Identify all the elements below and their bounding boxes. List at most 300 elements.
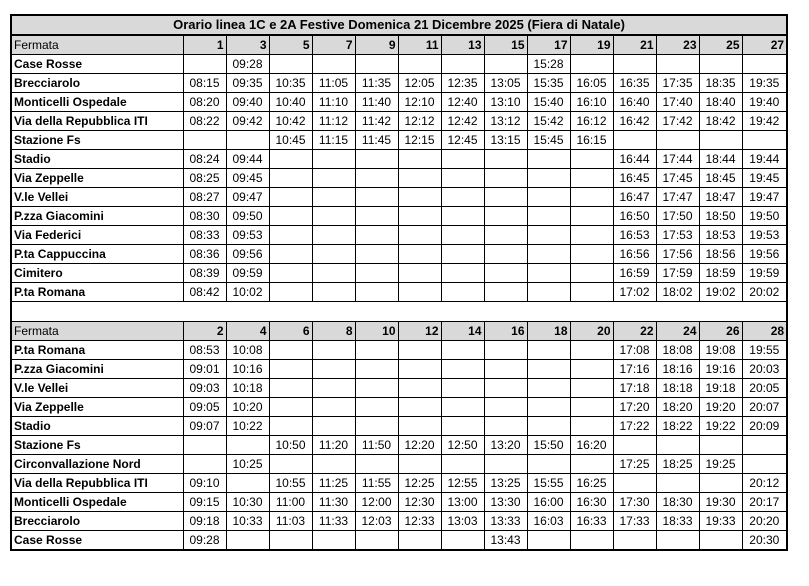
stop-row (11, 150, 787, 169)
departure-time (269, 207, 312, 226)
stop-name: Case Rosse (11, 531, 183, 551)
departure-time: 08:53 (183, 341, 226, 360)
stop-name: P.zza Giacomini (11, 360, 183, 379)
stop-row (11, 341, 787, 360)
departure-time (484, 398, 527, 417)
run-number: 11 (398, 35, 441, 55)
stop-name: Via della Repubblica ITI (11, 474, 183, 493)
stop-row (11, 398, 787, 417)
departure-time (484, 283, 527, 302)
departure-time (398, 360, 441, 379)
departure-time: 10:16 (226, 360, 269, 379)
stop-row (11, 531, 787, 551)
departure-time (441, 264, 484, 283)
departure-time (527, 150, 570, 169)
departure-time: 18:18 (656, 379, 699, 398)
departure-time (570, 360, 613, 379)
departure-time: 17:25 (613, 455, 656, 474)
departure-time (398, 207, 441, 226)
departure-time (355, 341, 398, 360)
departure-time (441, 169, 484, 188)
stop-row (11, 360, 787, 379)
departure-time: 13:03 (441, 512, 484, 531)
departure-time (269, 264, 312, 283)
departure-time: 18:40 (699, 93, 742, 112)
departure-time (355, 379, 398, 398)
departure-time: 17:50 (656, 207, 699, 226)
stop-row (11, 55, 787, 74)
departure-time: 12:55 (441, 474, 484, 493)
departure-time (398, 398, 441, 417)
departure-time: 17:30 (613, 493, 656, 512)
departure-time: 16:59 (613, 264, 656, 283)
departure-time: 08:39 (183, 264, 226, 283)
title-row (11, 15, 787, 35)
departure-time: 19:02 (699, 283, 742, 302)
departure-time (441, 150, 484, 169)
departure-time (441, 379, 484, 398)
departure-time: 12:35 (441, 74, 484, 93)
departure-time: 17:59 (656, 264, 699, 283)
departure-time: 16:35 (613, 74, 656, 93)
stop-row (11, 74, 787, 93)
stop-name: Stazione Fs (11, 131, 183, 150)
departure-time (398, 379, 441, 398)
departure-time (398, 531, 441, 551)
stop-name: Stazione Fs (11, 436, 183, 455)
departure-time: 19:20 (699, 398, 742, 417)
stop-row (11, 207, 787, 226)
run-number: 8 (312, 322, 355, 341)
departure-time: 18:45 (699, 169, 742, 188)
departure-time: 09:03 (183, 379, 226, 398)
departure-time (355, 360, 398, 379)
header-row (11, 322, 787, 341)
departure-time (570, 226, 613, 245)
departure-time: 09:59 (226, 264, 269, 283)
stop-name: Cimitero (11, 264, 183, 283)
stop-name: V.le Vellei (11, 188, 183, 207)
departure-time: 19:42 (742, 112, 787, 131)
departure-time (484, 341, 527, 360)
departure-time: 09:45 (226, 169, 269, 188)
departure-time (699, 436, 742, 455)
departure-time: 09:50 (226, 207, 269, 226)
departure-time: 20:07 (742, 398, 787, 417)
departure-time (269, 245, 312, 264)
departure-time: 20:20 (742, 512, 787, 531)
stop-name: Brecciarolo (11, 74, 183, 93)
departure-time (312, 417, 355, 436)
departure-time (527, 188, 570, 207)
departure-time: 17:45 (656, 169, 699, 188)
departure-time (269, 455, 312, 474)
departure-time: 10:22 (226, 417, 269, 436)
departure-time: 13:05 (484, 74, 527, 93)
departure-time: 20:17 (742, 493, 787, 512)
departure-time: 11:30 (312, 493, 355, 512)
departure-time (527, 455, 570, 474)
departure-time: 19:22 (699, 417, 742, 436)
departure-time: 12:50 (441, 436, 484, 455)
departure-time: 16:47 (613, 188, 656, 207)
departure-time (312, 245, 355, 264)
departure-time: 17:40 (656, 93, 699, 112)
stop-name: Monticelli Ospedale (11, 93, 183, 112)
departure-time: 13:43 (484, 531, 527, 551)
departure-time (613, 531, 656, 551)
departure-time (570, 283, 613, 302)
departure-time (183, 131, 226, 150)
departure-time (484, 188, 527, 207)
departure-time (355, 264, 398, 283)
stop-name: Brecciarolo (11, 512, 183, 531)
departure-time: 08:20 (183, 93, 226, 112)
departure-time (742, 131, 787, 150)
departure-time: 09:28 (226, 55, 269, 74)
departure-time (484, 207, 527, 226)
departure-time: 08:33 (183, 226, 226, 245)
stop-row (11, 188, 787, 207)
stop-row (11, 264, 787, 283)
departure-time (269, 55, 312, 74)
departure-time (570, 398, 613, 417)
departure-time: 12:20 (398, 436, 441, 455)
departure-time (656, 531, 699, 551)
departure-time (484, 55, 527, 74)
departure-time: 09:56 (226, 245, 269, 264)
departure-time: 10:42 (269, 112, 312, 131)
departure-time: 19:53 (742, 226, 787, 245)
departure-time: 12:33 (398, 512, 441, 531)
departure-time (226, 474, 269, 493)
run-number: 17 (527, 35, 570, 55)
departure-time (699, 531, 742, 551)
departure-time: 13:33 (484, 512, 527, 531)
stop-name: P.ta Cappuccina (11, 245, 183, 264)
departure-time (355, 150, 398, 169)
departure-time (312, 341, 355, 360)
run-number: 26 (699, 322, 742, 341)
stop-row (11, 93, 787, 112)
departure-time: 15:45 (527, 131, 570, 150)
departure-time: 10:02 (226, 283, 269, 302)
stop-row (11, 131, 787, 150)
departure-time: 09:05 (183, 398, 226, 417)
stop-name: Case Rosse (11, 55, 183, 74)
stop-row (11, 245, 787, 264)
departure-time (742, 436, 787, 455)
departure-time: 09:28 (183, 531, 226, 551)
departure-time (527, 264, 570, 283)
departure-time (312, 283, 355, 302)
departure-time: 18:20 (656, 398, 699, 417)
departure-time: 16:53 (613, 226, 656, 245)
departure-time (355, 226, 398, 245)
departure-time (570, 455, 613, 474)
departure-time: 15:28 (527, 55, 570, 74)
departure-time: 16:44 (613, 150, 656, 169)
departure-time: 11:42 (355, 112, 398, 131)
departure-time (441, 283, 484, 302)
departure-time: 20:09 (742, 417, 787, 436)
departure-time: 18:02 (656, 283, 699, 302)
departure-time: 19:45 (742, 169, 787, 188)
departure-time (570, 188, 613, 207)
departure-time: 19:35 (742, 74, 787, 93)
run-number: 10 (355, 322, 398, 341)
run-number: 18 (527, 322, 570, 341)
departure-time (484, 150, 527, 169)
departure-time: 17:02 (613, 283, 656, 302)
departure-time: 08:30 (183, 207, 226, 226)
departure-time (269, 531, 312, 551)
departure-time: 11:45 (355, 131, 398, 150)
departure-time: 13:15 (484, 131, 527, 150)
departure-time (355, 283, 398, 302)
departure-time: 10:18 (226, 379, 269, 398)
departure-time: 19:59 (742, 264, 787, 283)
stop-name: P.ta Romana (11, 341, 183, 360)
departure-time: 12:10 (398, 93, 441, 112)
departure-time (441, 455, 484, 474)
departure-time (441, 226, 484, 245)
departure-time: 15:35 (527, 74, 570, 93)
departure-time (484, 169, 527, 188)
departure-time (441, 398, 484, 417)
departure-time: 19:08 (699, 341, 742, 360)
departure-time (656, 55, 699, 74)
departure-time: 17:08 (613, 341, 656, 360)
stop-row (11, 474, 787, 493)
departure-time: 10:30 (226, 493, 269, 512)
departure-time: 10:50 (269, 436, 312, 455)
departure-time (527, 245, 570, 264)
departure-time (441, 207, 484, 226)
departure-time: 16:25 (570, 474, 613, 493)
departure-time: 09:47 (226, 188, 269, 207)
departure-time: 16:33 (570, 512, 613, 531)
departure-time (441, 417, 484, 436)
departure-time: 16:40 (613, 93, 656, 112)
departure-time: 15:42 (527, 112, 570, 131)
departure-time: 11:50 (355, 436, 398, 455)
departure-time (441, 55, 484, 74)
departure-time: 16:12 (570, 112, 613, 131)
departure-time: 18:33 (656, 512, 699, 531)
timetable-sheet (10, 14, 786, 551)
departure-time: 18:22 (656, 417, 699, 436)
departure-time (527, 398, 570, 417)
departure-time (398, 169, 441, 188)
departure-time (183, 436, 226, 455)
departure-time (570, 531, 613, 551)
departure-time: 18:44 (699, 150, 742, 169)
departure-time: 17:18 (613, 379, 656, 398)
departure-time: 17:16 (613, 360, 656, 379)
departure-time (527, 360, 570, 379)
departure-time (527, 341, 570, 360)
departure-time: 13:12 (484, 112, 527, 131)
departure-time: 15:50 (527, 436, 570, 455)
departure-time (183, 455, 226, 474)
departure-time (398, 341, 441, 360)
section-gap (11, 302, 787, 322)
run-number: 5 (269, 35, 312, 55)
page-title: Orario linea 1C e 2A Festive Domenica 21 Dicembre 2025 (Fiera di Natale) (11, 15, 787, 35)
run-number: 4 (226, 322, 269, 341)
stop-row (11, 512, 787, 531)
departure-time (269, 188, 312, 207)
departure-time (570, 55, 613, 74)
departure-time: 20:02 (742, 283, 787, 302)
departure-time: 18:50 (699, 207, 742, 226)
stop-row (11, 493, 787, 512)
run-number: 27 (742, 35, 787, 55)
departure-time: 08:25 (183, 169, 226, 188)
departure-time: 17:42 (656, 112, 699, 131)
stop-row (11, 283, 787, 302)
departure-time: 17:47 (656, 188, 699, 207)
run-number: 16 (484, 322, 527, 341)
timetable-body (11, 15, 787, 550)
departure-time (441, 188, 484, 207)
departure-time (269, 417, 312, 436)
departure-time (570, 341, 613, 360)
departure-time: 10:35 (269, 74, 312, 93)
run-number: 13 (441, 35, 484, 55)
departure-time: 16:30 (570, 493, 613, 512)
run-number: 14 (441, 322, 484, 341)
departure-time: 08:15 (183, 74, 226, 93)
run-number: 23 (656, 35, 699, 55)
departure-time: 20:30 (742, 531, 787, 551)
departure-time (527, 226, 570, 245)
departure-time: 19:18 (699, 379, 742, 398)
departure-time (484, 226, 527, 245)
stop-row (11, 455, 787, 474)
timetable-table (10, 14, 788, 551)
departure-time (570, 264, 613, 283)
departure-time (699, 55, 742, 74)
departure-time: 15:55 (527, 474, 570, 493)
stop-row (11, 436, 787, 455)
departure-time: 12:42 (441, 112, 484, 131)
stop-name: P.zza Giacomini (11, 207, 183, 226)
departure-time: 13:20 (484, 436, 527, 455)
departure-time: 19:55 (742, 341, 787, 360)
header-label: Fermata (11, 322, 183, 341)
departure-time: 09:07 (183, 417, 226, 436)
departure-time (312, 207, 355, 226)
departure-time: 11:12 (312, 112, 355, 131)
departure-time: 08:27 (183, 188, 226, 207)
run-number: 28 (742, 322, 787, 341)
departure-time: 18:30 (656, 493, 699, 512)
departure-time: 18:56 (699, 245, 742, 264)
run-number: 21 (613, 35, 656, 55)
departure-time: 19:40 (742, 93, 787, 112)
departure-time: 19:47 (742, 188, 787, 207)
departure-time: 13:30 (484, 493, 527, 512)
departure-time: 12:30 (398, 493, 441, 512)
departure-time: 09:44 (226, 150, 269, 169)
departure-time (527, 207, 570, 226)
departure-time (355, 455, 398, 474)
stop-name: Via Zeppelle (11, 398, 183, 417)
departure-time: 11:05 (312, 74, 355, 93)
departure-time: 16:03 (527, 512, 570, 531)
header-label: Fermata (11, 35, 183, 55)
stop-name: Via Zeppelle (11, 169, 183, 188)
departure-time: 19:25 (699, 455, 742, 474)
departure-time: 16:50 (613, 207, 656, 226)
stop-row (11, 226, 787, 245)
stop-name: Via Federici (11, 226, 183, 245)
departure-time: 11:33 (312, 512, 355, 531)
departure-time: 19:30 (699, 493, 742, 512)
departure-time (183, 55, 226, 74)
departure-time: 09:18 (183, 512, 226, 531)
departure-time (355, 207, 398, 226)
departure-time: 11:25 (312, 474, 355, 493)
departure-time: 08:22 (183, 112, 226, 131)
departure-time (699, 131, 742, 150)
departure-time (441, 245, 484, 264)
departure-time (226, 531, 269, 551)
departure-time: 13:10 (484, 93, 527, 112)
stop-name: Monticelli Ospedale (11, 493, 183, 512)
run-number: 6 (269, 322, 312, 341)
departure-time (269, 150, 312, 169)
departure-time: 12:40 (441, 93, 484, 112)
departure-time: 13:00 (441, 493, 484, 512)
departure-time (312, 55, 355, 74)
departure-time (484, 245, 527, 264)
departure-time: 18:35 (699, 74, 742, 93)
departure-time: 10:33 (226, 512, 269, 531)
departure-time (570, 169, 613, 188)
departure-time: 08:42 (183, 283, 226, 302)
departure-time: 19:16 (699, 360, 742, 379)
departure-time: 10:25 (226, 455, 269, 474)
departure-time: 17:33 (613, 512, 656, 531)
run-number: 2 (183, 322, 226, 341)
departure-time (527, 531, 570, 551)
departure-time (570, 379, 613, 398)
departure-time: 17:22 (613, 417, 656, 436)
departure-time: 20:03 (742, 360, 787, 379)
stop-row (11, 169, 787, 188)
departure-time (699, 474, 742, 493)
departure-time (441, 360, 484, 379)
departure-time (269, 283, 312, 302)
departure-time: 17:53 (656, 226, 699, 245)
stop-name: Circonvallazione Nord (11, 455, 183, 474)
departure-time (742, 455, 787, 474)
departure-time (398, 283, 441, 302)
departure-time (269, 398, 312, 417)
departure-time (226, 436, 269, 455)
departure-time: 12:25 (398, 474, 441, 493)
departure-time (312, 226, 355, 245)
departure-time (355, 188, 398, 207)
departure-time: 09:42 (226, 112, 269, 131)
departure-time: 10:55 (269, 474, 312, 493)
run-number: 19 (570, 35, 613, 55)
departure-time (398, 55, 441, 74)
departure-time: 18:42 (699, 112, 742, 131)
